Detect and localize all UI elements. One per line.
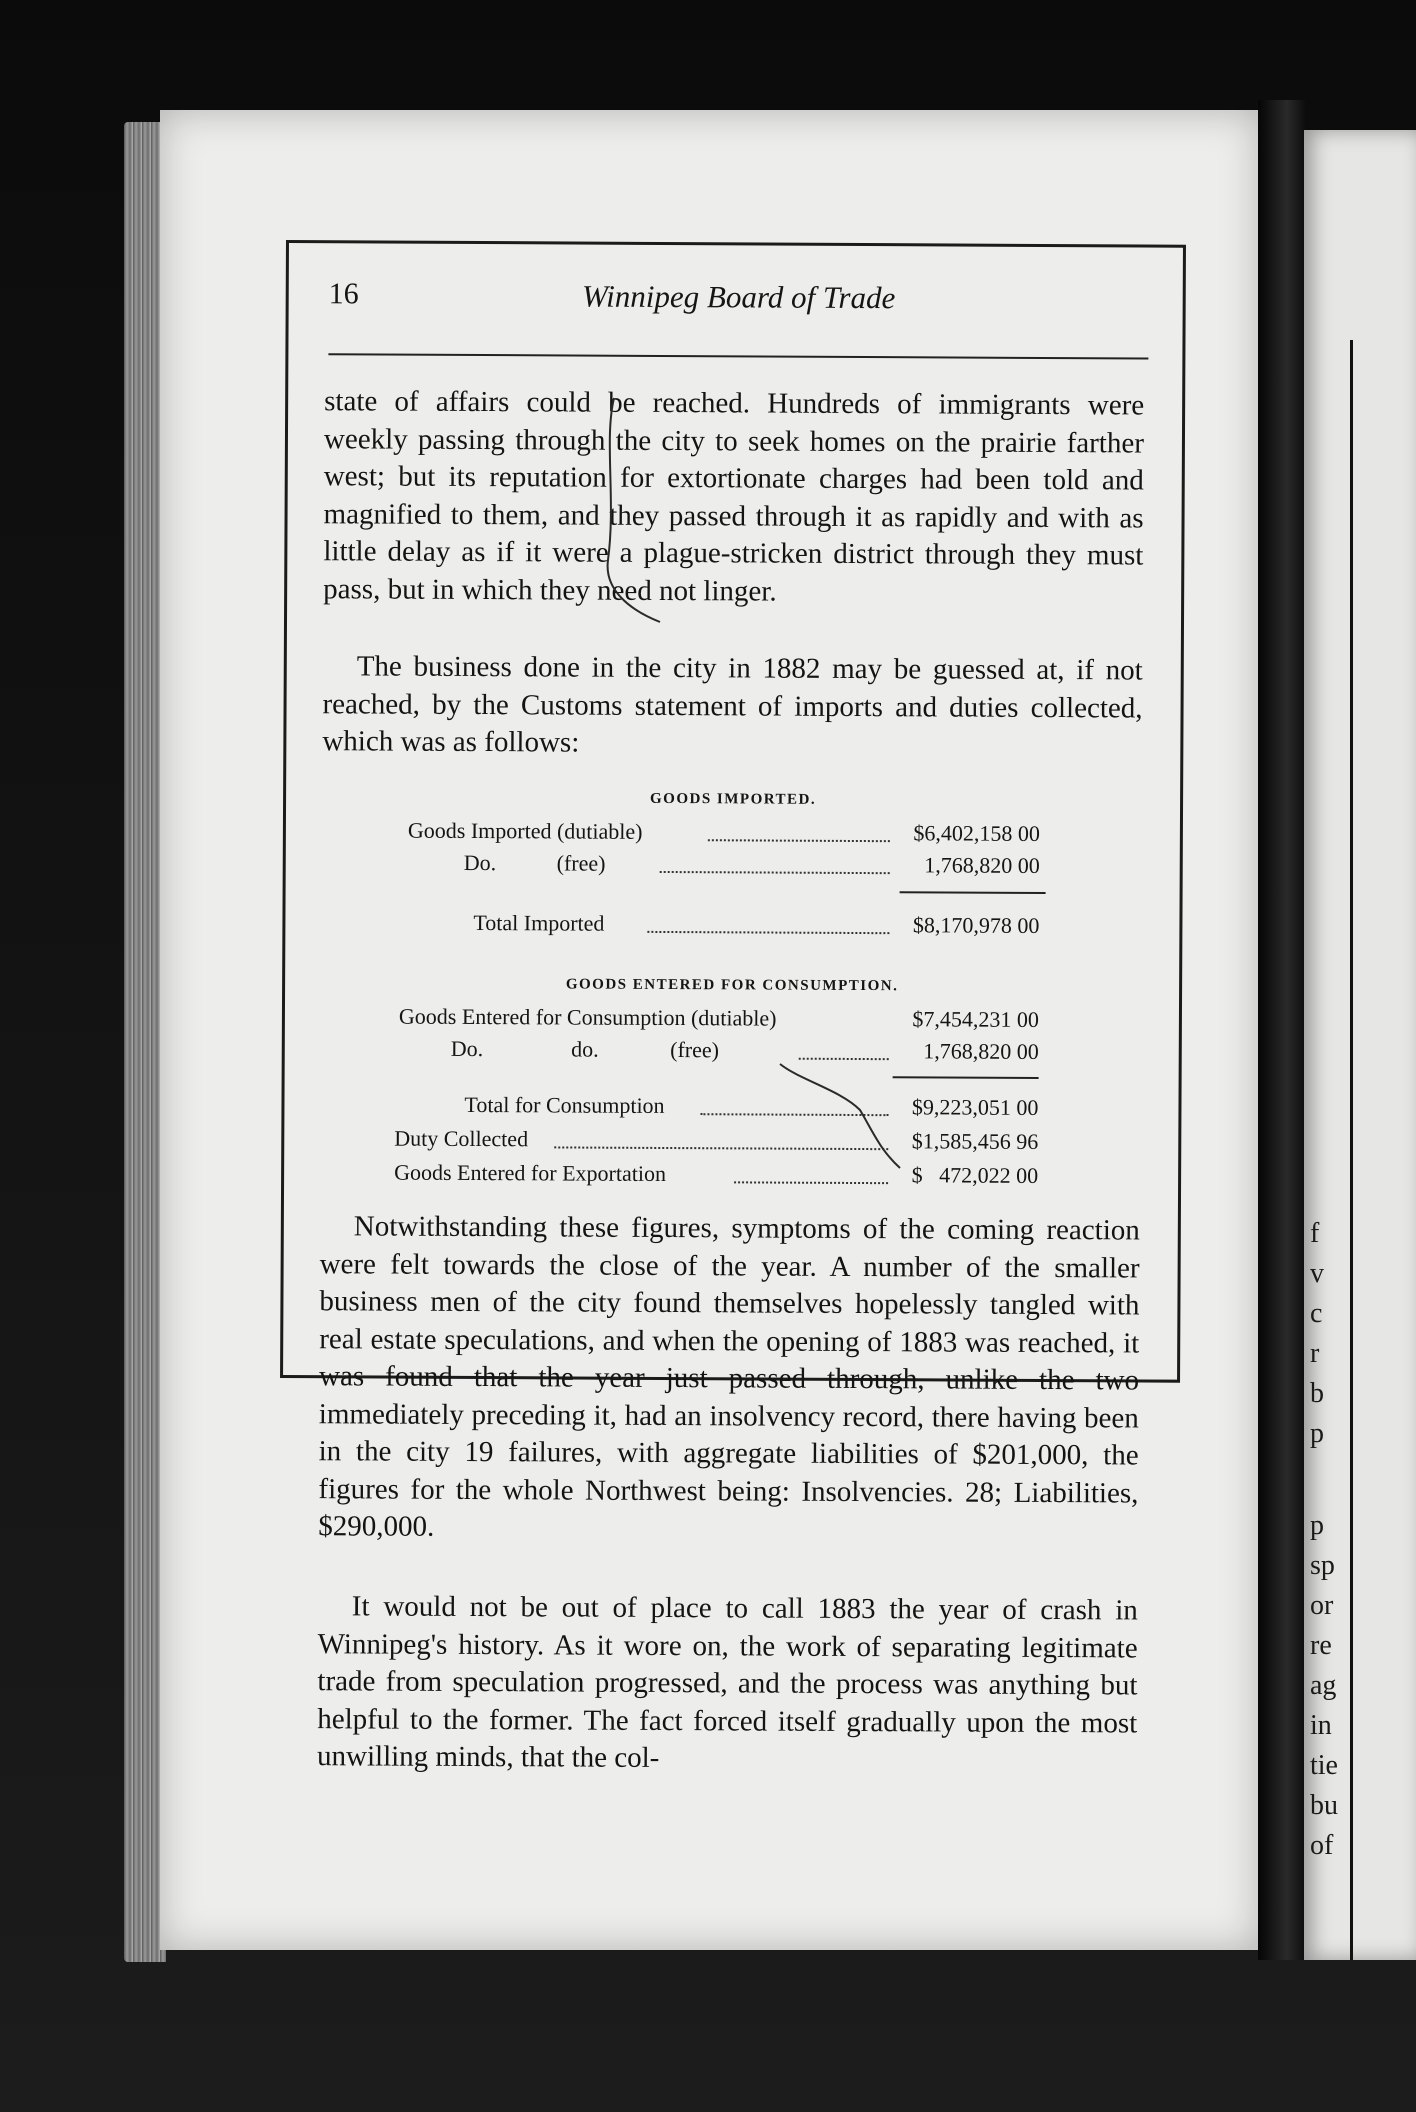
fragment-text: re xyxy=(1310,1630,1332,1661)
row-amount: $ 472,022 00 xyxy=(911,1162,1039,1188)
paragraph-1: state of affairs could be reached. Hundreds of immigrants were weekly passing through the city to seek homes on the prairie farther west; but its reputation for extortionate charges had been told and magnified to them, and they passed through it as rapidly and with as little delay as if it were a plague-stricken district through they must pass, but in which they need not linger. xyxy=(323,385,1145,608)
fragment-text: c xyxy=(1310,1298,1323,1329)
fragment-text: ag xyxy=(1310,1670,1337,1701)
fragment-text: in xyxy=(1310,1710,1332,1741)
table-row xyxy=(408,818,1040,851)
page-header xyxy=(329,277,1149,321)
table-row xyxy=(399,1004,1039,1037)
row-amount: $9,223,051 00 xyxy=(911,1094,1039,1120)
row-amount: 1,768,820 00 xyxy=(923,1038,1039,1064)
page-number: 16 xyxy=(328,277,359,311)
book-page xyxy=(160,110,1260,1950)
row-label: Do. (free) xyxy=(463,849,606,876)
row-label: Total for Consumption xyxy=(464,1091,665,1118)
table-row xyxy=(394,1126,1038,1159)
paragraph-3: Notwithstanding these figures, symptoms of the coming reaction were felt towards the close of the year. A number of the smaller business men of the city found themselves hopelessly tangled with real estate speculations, and when the opening of 1883 was reached, it was found that the year just passed through, unlike the two immediately preceding it, had an insolvency record, there having been in the city 19 failures, with aggregate liabilities of $201,000, the figures for the whole Northwest being: Insolvencies. 28; Liabilities, $290,000. xyxy=(318,1210,1140,1543)
fragment-text: f xyxy=(1310,1218,1320,1249)
dot-leader xyxy=(734,1181,888,1184)
sum-rule xyxy=(900,891,1046,894)
book-gutter xyxy=(1258,100,1306,1960)
fragment-text: p xyxy=(1310,1418,1324,1449)
table-row xyxy=(473,910,1039,943)
dot-leader xyxy=(660,871,890,874)
fragment-text: bu xyxy=(1310,1790,1338,1821)
dot-leader xyxy=(554,1146,888,1150)
dot-leader xyxy=(647,931,889,934)
table-row xyxy=(394,1160,1038,1193)
goods-consumption-heading: GOODS ENTERED FOR CONSUMPTION. xyxy=(565,976,899,995)
row-label: Duty Collected xyxy=(394,1125,529,1152)
row-label: Total Imported xyxy=(473,909,605,936)
fragment-text: of xyxy=(1310,1830,1334,1861)
sum-rule xyxy=(893,1076,1039,1079)
header-rule xyxy=(328,353,1148,359)
row-label: Goods Entered for Consumption (dutiable) xyxy=(398,1003,777,1031)
dot-leader xyxy=(700,1113,888,1116)
table-row xyxy=(464,1092,1038,1125)
row-amount: $6,402,158 00 xyxy=(913,820,1040,846)
fragment-text: v xyxy=(1310,1258,1324,1289)
paragraph-2: The business done in the city in 1882 may be guessed at, if not reached, by the Customs statement of imports and duties collected, which was as follows: xyxy=(322,650,1143,759)
fragment-text: sp xyxy=(1310,1550,1335,1581)
fragment-text: tie xyxy=(1310,1750,1338,1781)
dot-leader xyxy=(708,839,890,842)
fragment-text: r xyxy=(1310,1338,1320,1369)
row-label: Do. do. (free) xyxy=(450,1035,720,1063)
dot-leader xyxy=(799,1058,889,1060)
fragment-text: p xyxy=(1310,1510,1324,1541)
goods-imported-heading: GOODS IMPORTED. xyxy=(649,790,817,808)
row-amount: $7,454,231 00 xyxy=(912,1006,1039,1032)
running-title: Winnipeg Board of Trade xyxy=(582,278,896,316)
row-amount: $8,170,978 00 xyxy=(912,912,1040,938)
row-amount: $1,585,456 96 xyxy=(911,1128,1039,1154)
table-row xyxy=(399,1036,1039,1069)
facing-page-edge xyxy=(1304,130,1416,1960)
fragment-text: or xyxy=(1310,1590,1334,1621)
facing-page-frame xyxy=(1350,340,1416,1960)
paragraph-4: It would not be out of place to call 1883 the year of crash in Winnipeg's history. As it wore on, the work of separating legitimate trade from speculation progressed, and the process was anything but helpful to the former. The fact forced itself gradually upon the most unwilling minds, that the col- xyxy=(316,1590,1138,1774)
table-row xyxy=(408,850,1040,883)
row-label: Goods Entered for Exportation xyxy=(394,1159,667,1187)
row-label: Goods Imported (dutiable) xyxy=(407,817,643,844)
fragment-text: b xyxy=(1310,1378,1324,1409)
text-frame xyxy=(280,240,1186,1774)
row-amount: 1,768,820 00 xyxy=(924,852,1040,878)
